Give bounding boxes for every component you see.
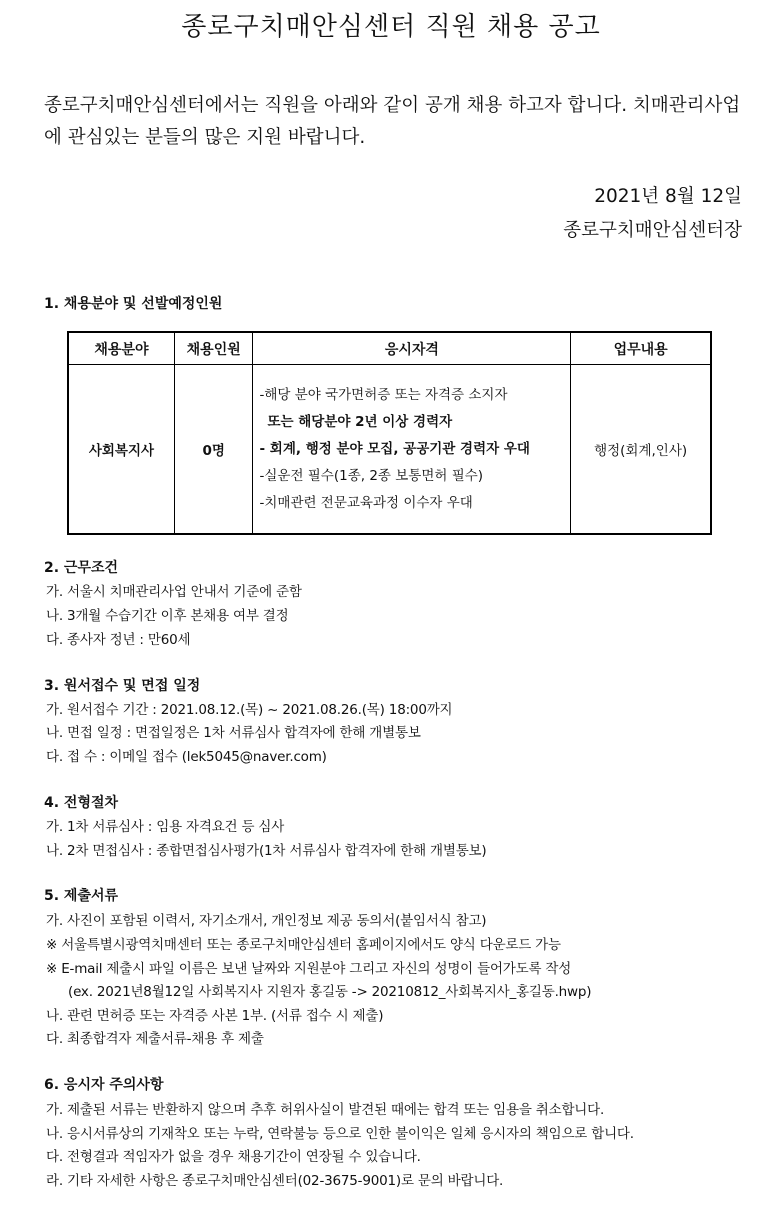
header-field: 채용분야 [68, 332, 174, 365]
qualification-line: -치매관련 전문교육과정 이수자 우대 [259, 494, 473, 511]
table-row [68, 365, 711, 535]
qualification-line: -실운전 필수(1종, 2종 보통면허 필수) [259, 467, 484, 484]
list-item: ※ E-mail 제출시 파일 이름은 보낸 날짜와 지원분야 그리고 자신의 성명이 들어가도록 작성 [46, 961, 572, 977]
list-item: 가. 서울시 치매관리사업 안내서 기준에 준함 [46, 584, 302, 600]
cell-duty: 행정(회계,인사) [571, 365, 711, 535]
cell-field: 사회복지사 [68, 365, 174, 535]
list-item: 나. 2차 면접심사 : 종합면접심사평가(1차 서류심사 합격자에 한해 개별통보) [46, 843, 487, 859]
list-item: 다. 전형결과 적임자가 없을 경우 채용기간이 연장될 수 있습니다. [46, 1149, 421, 1165]
section-2-title: 2. 근무조건 [44, 560, 119, 576]
qualification-line: 또는 해당분야 2년 이상 경력자 [267, 413, 453, 430]
header-qualifications: 응시자격 [253, 332, 571, 365]
list-item: 나. 면접 일정 : 면접일정은 1차 서류심사 합격자에 한해 개별통보 [46, 725, 421, 741]
header-duty: 업무내용 [571, 332, 711, 365]
section-5-title: 5. 제출서류 [44, 888, 119, 904]
section-3-title: 3. 원서접수 및 면접 일정 [44, 678, 201, 694]
list-item: ※ 서울특별시광역치매센터 또는 종로구치매안심센터 홈페이지에서도 양식 다운로드 가능 [46, 937, 561, 953]
section-6-title: 6. 응시자 주의사항 [44, 1077, 164, 1093]
cell-qualifications [253, 365, 571, 535]
section-1-title: 1. 채용분야 및 선발예정인원 [44, 296, 223, 312]
list-item: 가. 사진이 포함된 이력서, 자기소개서, 개인정보 제공 동의서(붙임서식 참고) [46, 913, 487, 929]
header-count: 채용인원 [174, 332, 253, 365]
list-item: 나. 3개월 수습기간 이후 본채용 여부 결정 [46, 608, 289, 624]
qualification-line: - 회계, 행정 분야 모집, 공공기관 경력자 우대 [259, 440, 530, 457]
list-item: 가. 원서접수 기간 : 2021.08.12.(목) ~ 2021.08.26.(목) 18:00까지 [46, 702, 453, 718]
list-item: 다. 종사자 정년 : 만60세 [46, 632, 191, 648]
list-item: 다. 최종합격자 제출서류-채용 후 제출 [46, 1031, 264, 1047]
issuer-name: 종로구치매안심센터장 [563, 220, 742, 241]
section-4-title: 4. 전형절차 [44, 795, 119, 811]
page-title: 종로구치매안심센터 직원 채용 공고 [181, 12, 601, 42]
list-item: 가. 1차 서류심사 : 임용 자격요건 등 심사 [46, 819, 285, 835]
list-item: 가. 제출된 서류는 반환하지 않으며 추후 허위사실이 발견된 때에는 합격 또는 임용을 취소합니다. [46, 1102, 605, 1118]
recruitment-table [67, 331, 712, 535]
list-item: 나. 응시서류상의 기재착오 또는 누락, 연락불능 등으로 인한 불이익은 일체 응시자의 책임으로 합니다. [46, 1126, 634, 1142]
list-item: (ex. 2021년8월12일 사회복지사 지원자 홍길동 -> 20210812_사회복지사_홍길동.hwp) [68, 984, 592, 1000]
issue-date: 2021년 8월 12일 [594, 186, 742, 207]
intro-paragraph: 종로구치매안심센터에서는 직원을 아래와 같이 공개 채용 하고자 합니다. 치매관리사업에 관심있는 분들의 많은 지원 바랍니다. [44, 95, 741, 148]
issue-block [563, 180, 742, 248]
qualification-line: -해당 분야 국가면허증 또는 자격증 소지자 [259, 386, 508, 403]
table-header-row [68, 332, 711, 365]
cell-count: 0명 [174, 365, 253, 535]
list-item: 나. 관련 면허증 또는 자격증 사본 1부. (서류 접수 시 제출) [46, 1008, 384, 1024]
list-item: 라. 기타 자세한 사항은 종로구치매안심센터(02-3675-9001)로 문의 바랍니다. [46, 1173, 504, 1189]
list-item: 다. 접 수 : 이메일 접수 (lek5045@naver.com) [46, 749, 327, 765]
